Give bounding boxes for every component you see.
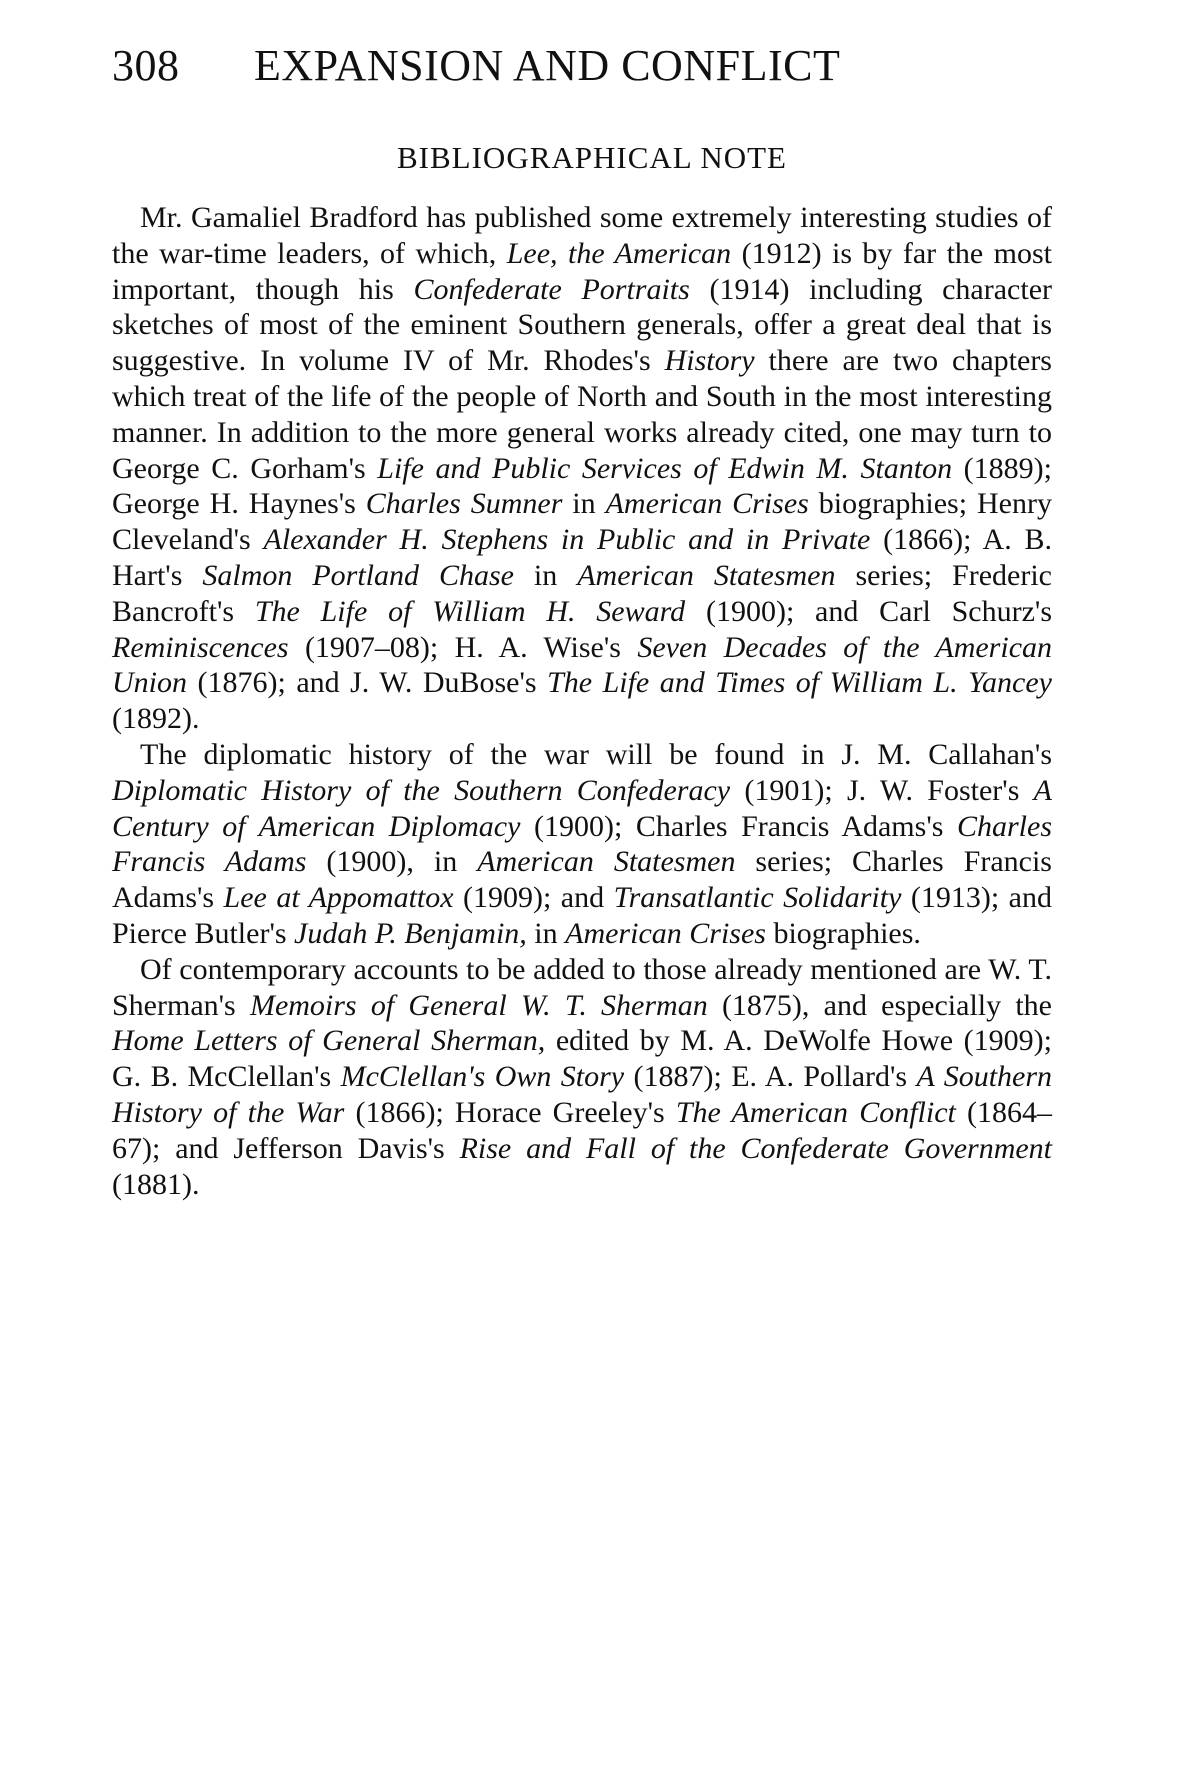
body-text-run: edited by M. A. DeWolfe Howe (1909); G. B. McClellan's: [112, 1024, 1053, 1094]
body-text-run: in: [562, 487, 606, 521]
italic-title-text: Life and Public Services of Edwin M. Stanton: [377, 451, 953, 485]
body-text-run: (1900); Charles Francis Adams's: [520, 809, 957, 843]
body-text-run: (1892).: [112, 702, 200, 736]
italic-title-text: A Southern History of the War: [112, 1060, 1053, 1129]
page-number: 308: [112, 41, 180, 90]
italic-title-text: Lee, the American: [506, 236, 732, 270]
body-text-run: series; Frederic Bancroft's: [112, 558, 1053, 628]
italic-title-text: Charles Francis Adams: [112, 809, 1052, 879]
body-text-run: (1889); George H. Haynes's: [112, 451, 1052, 521]
body-text-run: Of contemporary accounts to be added to those already mentioned are W. T. Sherman's: [112, 952, 1052, 1022]
body-text-run: in: [513, 558, 578, 592]
paragraph: [112, 737, 1052, 952]
body-text-run: in: [526, 916, 566, 950]
body-text-run: (1887); E. A. Pollard's: [624, 1060, 917, 1094]
italic-title-text: Alexander H. Stephens in Public and in Private: [263, 523, 871, 557]
italic-title-text: American Statesmen: [477, 845, 736, 879]
italic-title-text: American Crises: [565, 916, 766, 950]
body-text-run: (1912) is by far the most important, though his: [112, 236, 1053, 306]
italic-title-text: Home Letters of General Sherman,: [112, 1024, 546, 1058]
body-text-run: (1866); Horace Greeley's: [344, 1095, 676, 1129]
italic-title-text: The American Conflict: [675, 1095, 956, 1129]
paragraph: [112, 200, 1052, 737]
body-text-run: (1876); and J. W. DuBose's: [187, 666, 548, 700]
body-text-run: (1913); and Pierce Butler's: [112, 881, 1052, 950]
body-text-run: biographies.: [765, 916, 921, 950]
italic-title-text: Lee at Appomattox: [223, 881, 454, 915]
body-text-run: there are two chapters which treat of the life of the people of North and South in the most interesting manner. In addition to the more general works already cited, one may turn to George C. Gorham's: [112, 344, 1052, 485]
italic-title-text: American Crises: [605, 487, 809, 521]
page-header: [112, 36, 1072, 96]
italic-title-text: History: [664, 344, 755, 378]
italic-title-text: Transatlantic Solidarity: [613, 881, 902, 915]
body-text-run: (1907–08); H. A. Wise's: [288, 630, 638, 664]
section-title: BIBLIOGRAPHICAL NOTE: [397, 140, 787, 175]
paragraph: [112, 952, 1052, 1203]
bibliographical-note-body: [112, 200, 1052, 1202]
italic-title-text: Charles Sumner: [365, 487, 563, 521]
running-title: EXPANSION AND CONFLICT: [254, 41, 841, 90]
body-text-run: Mr. Gamaliel Bradford has published some extremely interesting studies of the war-time leaders, of which,: [112, 201, 1052, 270]
italic-title-text: McClellan's Own Story: [340, 1060, 625, 1094]
body-text-run: series; Charles Francis Adams's: [112, 845, 1052, 915]
italic-title-text: Reminiscences: [112, 630, 289, 664]
italic-title-text: Diplomatic History of the Southern Confederacy: [112, 773, 731, 807]
italic-title-text: The Life of William H. Seward: [254, 594, 686, 628]
body-text-run: (1864–67); and Jefferson Davis's: [112, 1095, 1053, 1165]
italic-title-text: Judah P. Benjamin,: [294, 916, 527, 950]
body-text-run: (1909); and: [453, 881, 614, 915]
italic-title-text: Rise and Fall of the Confederate Government: [459, 1131, 1053, 1165]
body-text-run: (1901); J. W. Foster's: [730, 773, 1034, 807]
body-text-run: (1866); A. B. Hart's: [112, 523, 1052, 592]
body-text-run: (1900); and Carl Schurz's: [685, 594, 1052, 628]
italic-title-text: American Statesmen: [577, 558, 836, 592]
italic-title-text: Confederate Portraits: [413, 272, 690, 306]
italic-title-text: Salmon Portland Chase: [202, 558, 514, 592]
body-text-run: (1900), in: [306, 845, 478, 879]
body-text-run: (1881).: [112, 1167, 200, 1201]
body-text-run: biographies; Henry Cleveland's: [112, 487, 1052, 557]
italic-title-text: Memoirs of General W. T. Sherman: [249, 988, 708, 1022]
italic-title-text: Seven Decades of the American Union: [112, 630, 1053, 700]
italic-title-text: A Century of American Diplomacy: [112, 773, 1052, 843]
body-text-run: (1875), and especially the: [707, 988, 1052, 1022]
italic-title-text: The Life and Times of William L. Yancey: [547, 666, 1052, 700]
body-text-run: The diplomatic history of the war will be found in J. M. Callahan's: [140, 737, 1052, 771]
body-text-run: (1914) including character sketches of most of the eminent Southern generals, offer a great deal that is suggestive. In volume IV of Mr. Rhodes's: [112, 272, 1052, 378]
